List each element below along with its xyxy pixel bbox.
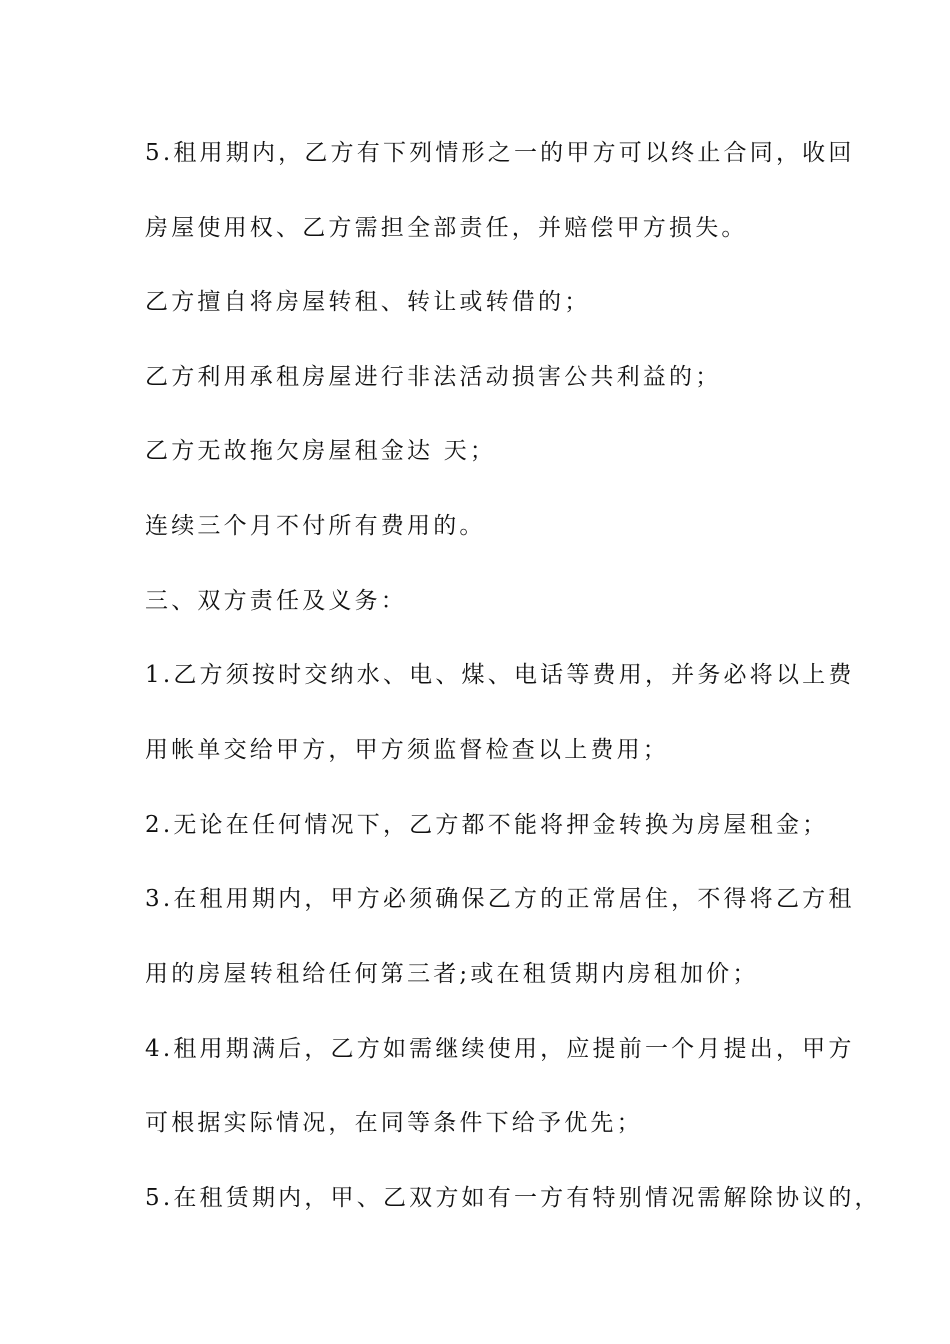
paragraph-line: 3.在租用期内，甲方必须确保乙方的正常居住，不得将乙方租: [145, 886, 855, 912]
paragraph-line: 乙方利用承租房屋进行非法活动损害公共利益的；: [145, 364, 722, 390]
paragraph-line: 5.在租赁期内，甲、乙双方如有一方有特别情况需解除协议的，: [145, 1185, 881, 1211]
paragraph-line: 乙方无故拖欠房屋租金达 天；: [145, 438, 497, 464]
paragraph-line: 用帐单交给甲方，甲方须监督检查以上费用；: [145, 737, 669, 763]
paragraph-line: 可根据实际情况，在同等条件下给予优先；: [145, 1110, 643, 1136]
paragraph-line: 4.租用期满后，乙方如需继续使用，应提前一个月提出，甲方: [145, 1036, 855, 1062]
paragraph-line: 连续三个月不付所有费用的。: [145, 513, 486, 539]
paragraph-line: 房屋使用权、乙方需担全部责任，并赔偿甲方损失。: [145, 215, 748, 241]
paragraph-line: 5.租用期内，乙方有下列情形之一的甲方可以终止合同，收回: [145, 140, 855, 166]
paragraph-line: 2.无论在任何情况下，乙方都不能将押金转换为房屋租金；: [145, 812, 829, 838]
paragraph-line: 1.乙方须按时交纳水、电、煤、电话等费用，并务必将以上费: [145, 662, 855, 688]
paragraph-line: 乙方擅自将房屋转租、转让或转借的；: [145, 289, 591, 315]
section-heading: 三、双方责任及义务：: [145, 588, 407, 614]
paragraph-line: 用的房屋转租给任何第三者;或在租赁期内房租加价；: [145, 961, 759, 987]
